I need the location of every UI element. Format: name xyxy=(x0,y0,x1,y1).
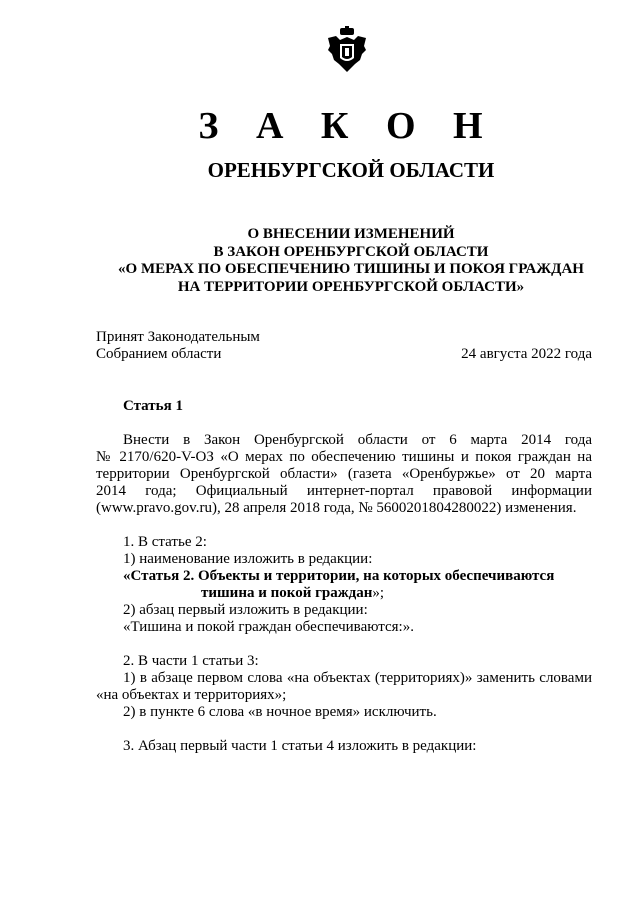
item2-sub1-line1: 1) в абзаце первом слова «на объектах (территориях)» заменить словами xyxy=(123,670,592,686)
intro-line: территории Оренбургской области» (газета «Оренбуржье» от 20 марта xyxy=(96,466,592,482)
item1-quote2: «Тишина и покой граждан обеспечиваются:». xyxy=(123,619,414,635)
intro-line: 2014 года; Официальный интернет-портал правовой информации xyxy=(96,483,592,499)
document-title: З А К О Н xyxy=(198,105,497,147)
item1-quote-line2-text: тишина и покой граждан xyxy=(201,585,373,601)
amendment-title-line: В ЗАКОН ОРЕНБУРГСКОЙ ОБЛАСТИ xyxy=(213,243,489,260)
adopted-date: 24 августа 2022 года xyxy=(461,346,592,362)
intro-line: № 2170/620-V-ОЗ «О мерах по обеспечению тишины и покоя граждан на xyxy=(96,449,592,465)
item2-sub1-line2: «на объектах и территориях»; xyxy=(96,687,287,703)
item1-sub2: 2) абзац первый изложить в редакции: xyxy=(123,602,368,618)
item1-sub1: 1) наименование изложить в редакции: xyxy=(123,551,373,567)
intro-line: (www.pravo.gov.ru), 28 апреля 2018 года, № 5600201804280022) изменения. xyxy=(96,500,577,516)
intro-line: Внести в Закон Оренбургской области от 6 марта 2014 года xyxy=(123,432,592,448)
item1-quote-end: »; xyxy=(372,585,385,601)
adopted-by-line1: Принят Законодательным xyxy=(96,329,260,345)
amendment-title-line: О ВНЕСЕНИИ ИЗМЕНЕНИЙ xyxy=(247,226,455,242)
adopted-by-line2: Собранием области xyxy=(96,346,222,362)
document-subtitle: ОРЕНБУРГСКОЙ ОБЛАСТИ xyxy=(207,158,495,182)
amendment-title xyxy=(0,226,640,296)
amendment-title-line: НА ТЕРРИТОРИИ ОРЕНБУРГСКОЙ ОБЛАСТИ» xyxy=(177,278,525,295)
amendment-title-line: «О МЕРАХ ПО ОБЕСПЕЧЕНИЮ ТИШИНЫ И ПОКОЯ ГРАЖДАН xyxy=(118,261,584,277)
item1-quote-line2 xyxy=(201,585,384,603)
item1-heading: 1. В статье 2: xyxy=(123,534,207,550)
coat-of-arms-icon xyxy=(322,26,372,76)
article-heading: Статья 1 xyxy=(123,398,183,414)
item3-heading: 3. Абзац первый части 1 статьи 4 изложить в редакции: xyxy=(123,738,477,754)
item2-heading: 2. В части 1 статьи 3: xyxy=(123,653,259,669)
item2-sub2: 2) в пункте 6 слова «в ночное время» исключить. xyxy=(123,704,437,720)
item1-quote-line1: «Статья 2. Объекты и территории, на которых обеспечиваются xyxy=(123,568,555,584)
